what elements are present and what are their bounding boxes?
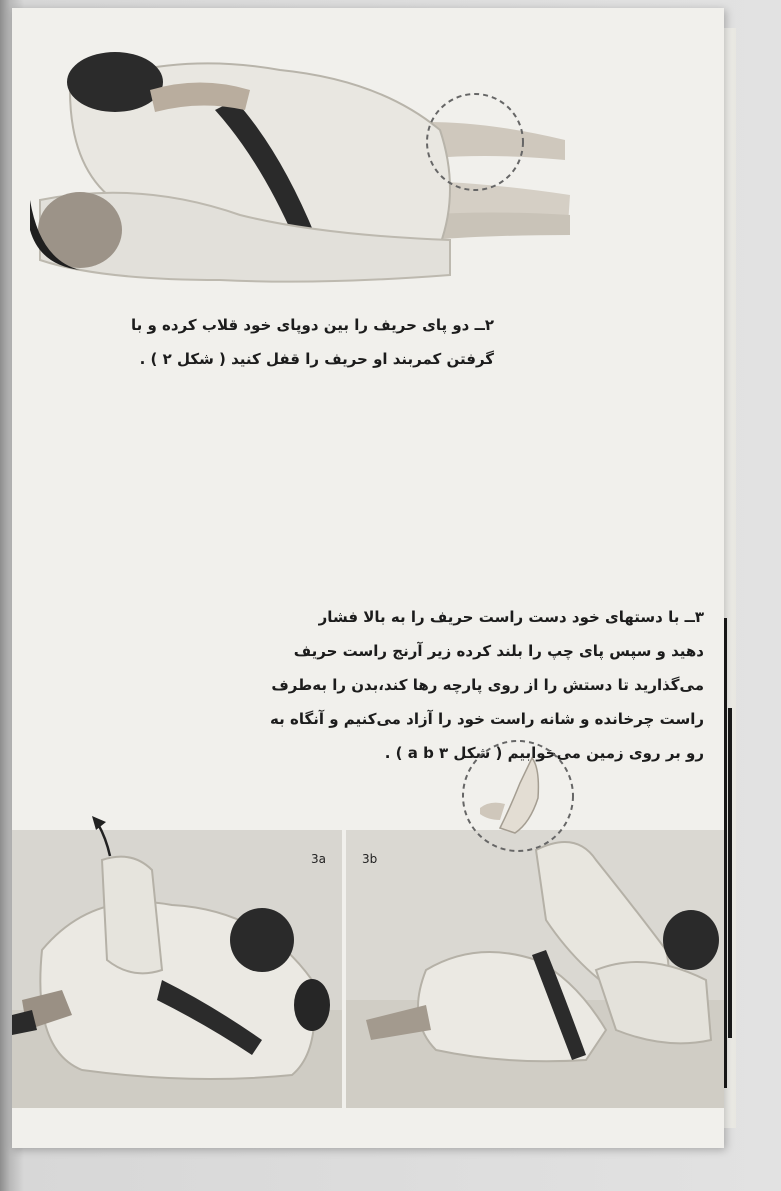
figure-3b-label: 3b — [362, 852, 378, 866]
arrow-up-icon — [88, 810, 128, 860]
step-3-line: ۳ــ با دستهای خود دست راست حریف را به بالا فشار — [318, 608, 704, 626]
step-2-line: ۲ــ دو پای حریف را بین دوپای خود قلاب کرده و با — [131, 316, 494, 334]
step-3-line: می‌گذارید تا دستش را از روی پارچه رها کند،بدن را به‌طرف — [271, 676, 704, 694]
figure-3b-photo — [346, 830, 724, 1108]
figure-3a-label: 3a — [311, 852, 326, 866]
step-2-line: گرفتن کمربند او حریف را قفل کنید ( شکل ۲ ) . — [139, 350, 494, 368]
step-3-line: راست چرخانده و شانه راست خود را آزاد می‌کنیم و آنگاه به — [270, 710, 704, 728]
highlight-circle — [460, 738, 580, 858]
step-2-caption — [131, 308, 494, 376]
figure-3a-photo — [12, 830, 342, 1108]
step-3-line: رو بر روی زمین می‌خوابیم ( شکل a b ۳ ) . — [384, 744, 704, 762]
book-page — [12, 8, 724, 1148]
step-3-line: دهید و سپس پای چپ را بلند کرده زیر آرنج راست حریف — [293, 642, 704, 660]
figure-2-photo — [20, 30, 590, 292]
